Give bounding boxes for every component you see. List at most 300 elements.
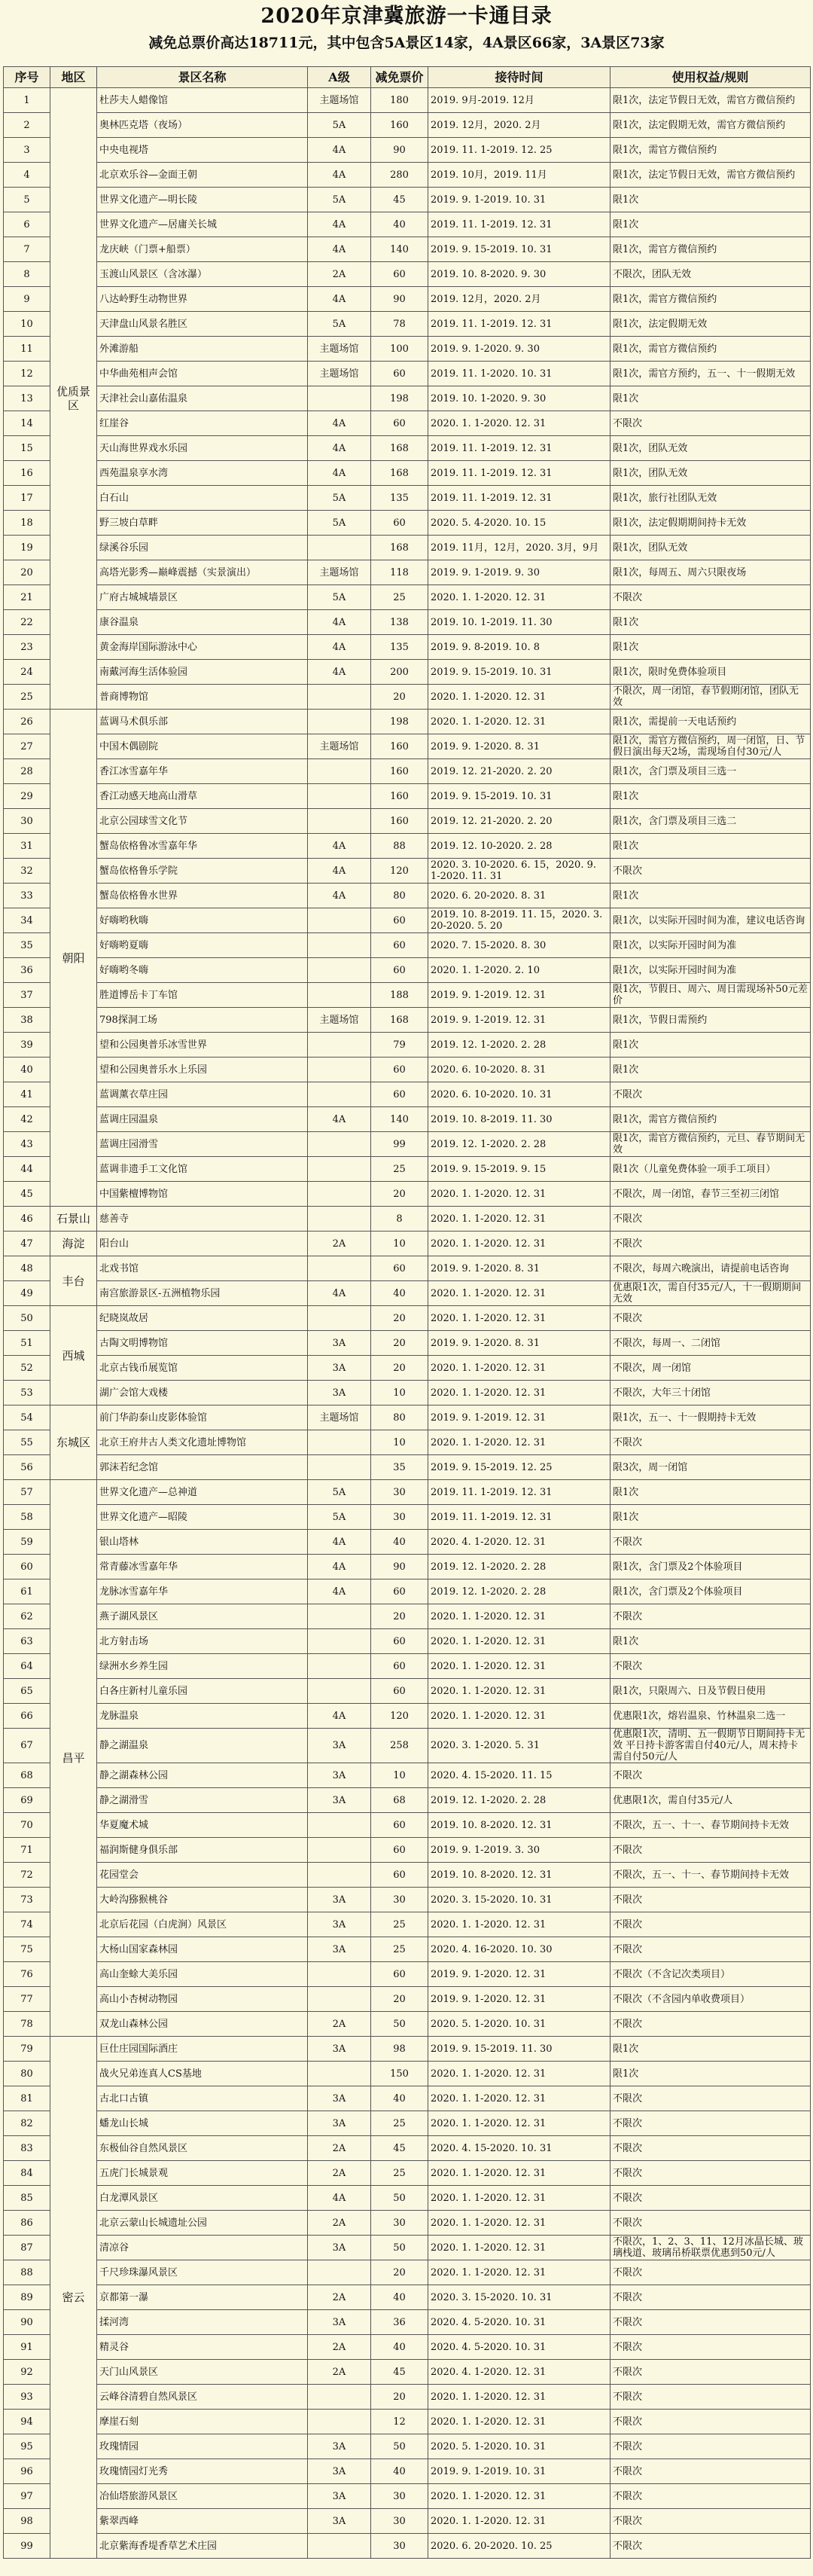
usage-rule: 不限次 [611,2335,811,2360]
spot-name: 北京王府井古人类文化遗址博物馆 [97,1430,308,1455]
a-level: 4A [308,1107,371,1132]
spot-name: 云峰谷清碧自然风景区 [97,2385,308,2410]
price: 60 [371,411,428,436]
open-time: 2020. 4. 15-2020. 11. 15 [428,1763,611,1788]
spot-name: 龙庆峡（门票+船票） [97,237,308,262]
row-number: 88 [4,2260,50,2285]
a-level [308,685,371,710]
table-row [4,734,811,759]
table-row [4,2310,811,2335]
spot-name: 大岭沟猕猴桃谷 [97,1888,308,1912]
row-number: 95 [4,2434,50,2459]
a-level: 4A [308,859,371,884]
row-number: 99 [4,2534,50,2559]
a-level [308,1033,371,1058]
open-time: 2019. 12. 10-2020. 2. 28 [428,834,611,859]
usage-rule: 不限次 [611,2285,811,2310]
price: 45 [371,188,428,212]
row-number: 2 [4,113,50,138]
price: 160 [371,759,428,784]
usage-rule: 不限次，周一闭馆 [611,1356,811,1381]
price: 60 [371,908,428,933]
table-row [4,660,811,685]
usage-rule: 限1次，法定假期期间持卡无效 [611,511,811,536]
a-level: 4A [308,461,371,486]
spot-name: 静之湖森林公园 [97,1763,308,1788]
table-row [4,237,811,262]
spot-name: 天津盘山风景名胜区 [97,312,308,337]
a-level: 5A [308,1505,371,1530]
row-number: 54 [4,1406,50,1430]
open-time: 2019. 12月，2020. 2月 [428,113,611,138]
open-time: 2020. 1. 1-2020. 12. 31 [428,1182,611,1207]
price: 25 [371,585,428,610]
table-row [4,2385,811,2410]
table-row [4,262,811,287]
price: 90 [371,1555,428,1579]
open-time: 2020. 6. 20-2020. 10. 25 [428,2534,611,2559]
spot-name: 阳台山 [97,1232,308,1256]
price: 25 [371,2111,428,2136]
row-number: 65 [4,1679,50,1704]
usage-rule: 不限次 [611,411,811,436]
row-number: 20 [4,560,50,585]
a-level: 2A [308,2211,371,2236]
row-number: 41 [4,1082,50,1107]
row-number: 13 [4,386,50,411]
table-row [4,1987,811,2012]
table-row [4,2410,811,2434]
spot-name: 世界文化遗产—总神道 [97,1480,308,1505]
usage-rule: 限1次 [611,1058,811,1082]
usage-rule: 限1次 [611,1480,811,1505]
price: 40 [371,2459,428,2484]
usage-rule: 限1次，法定假期无效，需官方微信预约 [611,113,811,138]
spot-name: 揉河湾 [97,2310,308,2335]
usage-rule: 不限次 [611,1912,811,1937]
spot-name: 千尺珍珠瀑风景区 [97,2260,308,2285]
a-level: 4A [308,436,371,461]
table-row [4,1306,811,1331]
open-time: 2020. 1. 1-2020. 12. 31 [428,2161,611,2186]
open-time: 2019. 9. 1-2019. 9. 30 [428,560,611,585]
row-number: 49 [4,1281,50,1306]
table-row [4,1937,811,1962]
usage-rule: 优惠限1次，需自付35元/人 [611,1788,811,1813]
price: 20 [371,1604,428,1629]
row-number: 43 [4,1132,50,1157]
table-row [4,1406,811,1430]
row-number: 66 [4,1704,50,1729]
row-number: 37 [4,983,50,1008]
table-row [4,1813,811,1838]
open-time: 2019. 12. 1-2020. 2. 28 [428,1033,611,1058]
open-time: 2019. 9. 1-2019. 12. 31 [428,1008,611,1033]
usage-rule: 限1次 [611,386,811,411]
spot-name: 福润斯健身俱乐部 [97,1838,308,1863]
table-row [4,1480,811,1505]
a-level [308,1256,371,1281]
row-number: 14 [4,411,50,436]
table-row [4,386,811,411]
usage-rule: 优惠限1次，清明、五一假期节日期间持卡无效 平日持卡游客需自付40元/人，周末持卡需自付50元/人 [611,1729,811,1763]
a-level [308,1455,371,1480]
a-level [308,958,371,983]
row-number: 67 [4,1729,50,1763]
table-row [4,2111,811,2136]
price: 12 [371,2410,428,2434]
header-district: 地区 [50,67,97,88]
table-row [4,784,811,809]
open-time: 2020. 1. 1-2020. 12. 31 [428,1381,611,1406]
open-time: 2020. 1. 1-2020. 12. 31 [428,2260,611,2285]
table-row [4,88,811,113]
header-price: 减免票价 [371,67,428,88]
usage-rule: 不限次 [611,1937,811,1962]
price: 88 [371,834,428,859]
open-time: 2019. 10. 8-2020. 12. 31 [428,1813,611,1838]
open-time: 2019. 9. 1-2020. 9. 30 [428,337,611,362]
a-level: 2A [308,2285,371,2310]
table-row [4,1256,811,1281]
table-row [4,2012,811,2037]
document-title: 2020年京津冀旅游一卡通目录 [260,5,553,28]
usage-rule: 限1次，只限周六、日及节假日使用 [611,1679,811,1704]
open-time: 2020. 4. 1-2020. 12. 31 [428,1530,611,1555]
a-level [308,1679,371,1704]
price: 30 [371,2484,428,2509]
spot-name: 中国紫檀博物馆 [97,1182,308,1207]
row-number: 52 [4,1356,50,1381]
table-row [4,337,811,362]
table-body [4,88,811,2559]
table-row [4,1654,811,1679]
price: 20 [371,1331,428,1356]
usage-rule: 限1次，需官方微信预约，周一闭馆，日、节假日演出每天2场，需现场自付30元/人 [611,734,811,759]
row-number: 86 [4,2211,50,2236]
table-row [4,834,811,859]
open-time: 2019. 10. 8-2020. 12. 31 [428,1863,611,1888]
price: 280 [371,163,428,188]
spot-name: 望和公园奥普乐冰雪世界 [97,1033,308,1058]
spot-name: 南戴河海生活体验园 [97,660,308,685]
price: 10 [371,1232,428,1256]
a-level: 3A [308,2310,371,2335]
table-row [4,1629,811,1654]
usage-rule: 不限次 [611,1082,811,1107]
spot-name: 银山塔林 [97,1530,308,1555]
table-row [4,1863,811,1888]
district-cell: 昌平 [50,1480,97,2037]
spot-name: 八达岭野生动物世界 [97,287,308,312]
table-row [4,1381,811,1406]
spot-name: 北京紫海香堤香草艺术庄园 [97,2534,308,2559]
spot-name: 蓝调马术俱乐部 [97,710,308,734]
table-row [4,188,811,212]
spot-name: 大杨山国家森林园 [97,1937,308,1962]
open-time: 2019. 11. 1-2019. 12. 31 [428,436,611,461]
row-number: 60 [4,1555,50,1579]
open-time: 2019. 9. 1-2019. 10. 31 [428,2459,611,2484]
table-row [4,2260,811,2285]
a-level: 5A [308,511,371,536]
a-level: 4A [308,287,371,312]
a-level: 3A [308,2509,371,2534]
table-row [4,809,811,834]
district-cell: 海淀 [50,1232,97,1256]
a-level: 4A [308,1579,371,1604]
a-level [308,784,371,809]
spot-name: 绿溪谷乐园 [97,536,308,560]
price: 25 [371,1912,428,1937]
usage-rule: 限1次（儿童免费体验一项手工项目） [611,1157,811,1182]
price: 40 [371,1281,428,1306]
price: 168 [371,536,428,560]
open-time: 2020. 1. 1-2020. 12. 31 [428,2484,611,2509]
spot-name: 野三坡白草畔 [97,511,308,536]
row-number: 97 [4,2484,50,2509]
price: 60 [371,933,428,958]
price: 45 [371,2136,428,2161]
a-level: 4A [308,635,371,660]
open-time: 2020. 1. 1-2020. 12. 31 [428,710,611,734]
a-level [308,2534,371,2559]
row-number: 4 [4,163,50,188]
price: 60 [371,1838,428,1863]
table-row [4,1082,811,1107]
usage-rule: 限1次 [611,1033,811,1058]
open-time: 2020. 5. 4-2020. 10. 15 [428,511,611,536]
row-number: 90 [4,2310,50,2335]
table-row [4,536,811,560]
usage-rule: 限1次，每周五、周六只限夜场 [611,560,811,585]
spot-name: 静之湖滑雪 [97,1788,308,1813]
a-level: 3A [308,1788,371,1813]
open-time: 2020. 7. 15-2020. 8. 30 [428,933,611,958]
table-row [4,1729,811,1763]
row-number: 89 [4,2285,50,2310]
price: 60 [371,1863,428,1888]
spot-name: 白龙潭风景区 [97,2186,308,2211]
table-row [4,1281,811,1306]
row-number: 10 [4,312,50,337]
price: 25 [371,1157,428,1182]
open-time: 2020. 3. 15-2020. 10. 31 [428,1888,611,1912]
open-time: 2019. 11. 1-2019. 12. 31 [428,486,611,511]
open-time: 2019. 9. 1-2019. 3. 30 [428,1838,611,1863]
usage-rule: 优惠限1次，熔岩温泉、竹林温泉二选一 [611,1704,811,1729]
spot-name: 杜莎夫人蜡像馆 [97,88,308,113]
table-row [4,1788,811,1813]
table-row [4,1555,811,1579]
header-no: 序号 [4,67,50,88]
price: 60 [371,1654,428,1679]
table-row [4,1132,811,1157]
row-number: 59 [4,1530,50,1555]
row-number: 45 [4,1182,50,1207]
row-number: 21 [4,585,50,610]
table-row [4,1679,811,1704]
spot-name: 摩崖石刻 [97,2410,308,2434]
open-time: 2019. 9月-2019. 12月 [428,88,611,113]
usage-rule: 限1次 [611,784,811,809]
usage-rule: 不限次 [611,859,811,884]
a-level: 5A [308,113,371,138]
table-row [4,113,811,138]
table-row [4,2459,811,2484]
usage-rule: 限1次 [611,635,811,660]
a-level [308,386,371,411]
price: 40 [371,212,428,237]
open-time: 2019. 9. 1-2020. 8. 31 [428,1256,611,1281]
open-time: 2019. 10. 1-2020. 9. 30 [428,386,611,411]
row-number: 47 [4,1232,50,1256]
spot-name: 京都第一瀑 [97,2285,308,2310]
open-time: 2020. 4. 5-2020. 10. 31 [428,2310,611,2335]
header-spot-name: 景区名称 [97,67,308,88]
spot-name: 望和公园奥普乐水上乐园 [97,1058,308,1082]
price: 180 [371,88,428,113]
open-time: 2020. 1. 1-2020. 12. 31 [428,585,611,610]
open-time: 2019. 9. 15-2019. 10. 31 [428,784,611,809]
price: 60 [371,1256,428,1281]
table-row [4,610,811,635]
row-number: 38 [4,1008,50,1033]
usage-rule: 限1次 [611,1629,811,1654]
scenic-spot-table [3,66,811,2559]
spot-name: 北方射击场 [97,1629,308,1654]
spot-name: 高塔光影秀—巅峰震撼（实景演出） [97,560,308,585]
spot-name: 五虎门长城景观 [97,2161,308,2186]
open-time: 2020. 1. 1-2020. 12. 31 [428,1629,611,1654]
open-time: 2020. 4. 15-2020. 10. 31 [428,2136,611,2161]
row-number: 11 [4,337,50,362]
a-level [308,1654,371,1679]
a-level [308,933,371,958]
open-time: 2019. 12. 21-2020. 2. 20 [428,809,611,834]
a-level [308,908,371,933]
a-level: 主题场馆 [308,88,371,113]
a-level [308,536,371,560]
price: 135 [371,486,428,511]
open-time: 2019. 11. 1-2019. 12. 31 [428,1480,611,1505]
spot-name: 香江动感天地高山滑草 [97,784,308,809]
a-level: 4A [308,660,371,685]
table-row [4,933,811,958]
usage-rule: 限1次 [611,1505,811,1530]
spot-name: 外滩游船 [97,337,308,362]
usage-rule: 限1次，含门票及2个体验项目 [611,1579,811,1604]
table-row [4,1182,811,1207]
usage-rule: 不限次，五一、十一、春节期间持卡无效 [611,1813,811,1838]
a-level: 3A [308,2111,371,2136]
open-time: 2019. 9. 8-2019. 10. 8 [428,635,611,660]
row-number: 91 [4,2335,50,2360]
usage-rule: 限1次，以实际开园时间为准 [611,933,811,958]
a-level [308,1306,371,1331]
spot-name: 古北口古镇 [97,2086,308,2111]
a-level: 4A [308,1530,371,1555]
usage-rule: 不限次 [611,2509,811,2534]
open-time: 2019. 9. 15-2019. 10. 31 [428,660,611,685]
table-row [4,1331,811,1356]
table-row [4,362,811,386]
price: 30 [371,2211,428,2236]
spot-name: 康谷温泉 [97,610,308,635]
open-time: 2020. 1. 1-2020. 12. 31 [428,2509,611,2534]
usage-rule: 限1次 [611,610,811,635]
spot-name: 战火兄弟连真人CS基地 [97,2062,308,2086]
spot-name: 奥林匹克塔（夜场） [97,113,308,138]
price: 198 [371,386,428,411]
price: 30 [371,1888,428,1912]
table-row [4,1157,811,1182]
usage-rule: 不限次（不含记次类项目） [611,1962,811,1987]
table-row [4,1704,811,1729]
price: 68 [371,1788,428,1813]
table-row [4,2360,811,2385]
a-level: 3A [308,1937,371,1962]
spot-name: 蟹岛依格鲁水世界 [97,884,308,908]
usage-rule: 不限次 [611,1654,811,1679]
spot-name: 紫翠西峰 [97,2509,308,2534]
open-time: 2019. 10. 8-2019. 11. 30 [428,1107,611,1132]
table-row [4,511,811,536]
open-time: 2019. 12. 1-2020. 2. 28 [428,1788,611,1813]
open-time: 2019. 9. 1-2020. 12. 31 [428,1962,611,1987]
a-level: 2A [308,2360,371,2385]
usage-rule: 限1次，含门票及2个体验项目 [611,1555,811,1579]
table-row [4,2211,811,2236]
row-number: 42 [4,1107,50,1132]
table-row [4,2434,811,2459]
usage-rule: 限1次，法定节假日无效，需官方微信预约 [611,163,811,188]
spot-name: 北京欢乐谷—金面王朝 [97,163,308,188]
price: 8 [371,1207,428,1232]
spot-name: 胜道博岳卡丁车馆 [97,983,308,1008]
open-time: 2019. 9. 1-2020. 12. 31 [428,1987,611,2012]
usage-rule: 不限次 [611,2086,811,2111]
table-row [4,710,811,734]
open-time: 2019. 11月，12月，2020. 3月，9月 [428,536,611,560]
table-row [4,1107,811,1132]
row-number: 12 [4,362,50,386]
usage-rule: 不限次 [611,2385,811,2410]
open-time: 2019. 9. 1-2020. 8. 31 [428,1331,611,1356]
row-number: 84 [4,2161,50,2186]
spot-name: 普商博物馆 [97,685,308,710]
district-cell: 密云 [50,2037,97,2559]
price: 100 [371,337,428,362]
price: 160 [371,734,428,759]
price: 140 [371,237,428,262]
spot-name: 世界文化遗产—居庸关长城 [97,212,308,237]
price: 40 [371,2285,428,2310]
usage-rule: 限1次 [611,188,811,212]
usage-rule: 不限次 [611,2211,811,2236]
table-row [4,635,811,660]
usage-rule: 不限次，1、2、3、11、12月冰晶长城、玻璃栈道、玻璃吊桥联票优惠到50元/人 [611,2236,811,2260]
price: 168 [371,1008,428,1033]
table-row [4,1008,811,1033]
row-number: 5 [4,188,50,212]
price: 60 [371,1629,428,1654]
usage-rule: 不限次 [611,2434,811,2459]
price: 30 [371,2509,428,2534]
usage-rule: 不限次 [611,1232,811,1256]
a-level: 3A [308,1381,371,1406]
district-cell: 西城 [50,1306,97,1406]
